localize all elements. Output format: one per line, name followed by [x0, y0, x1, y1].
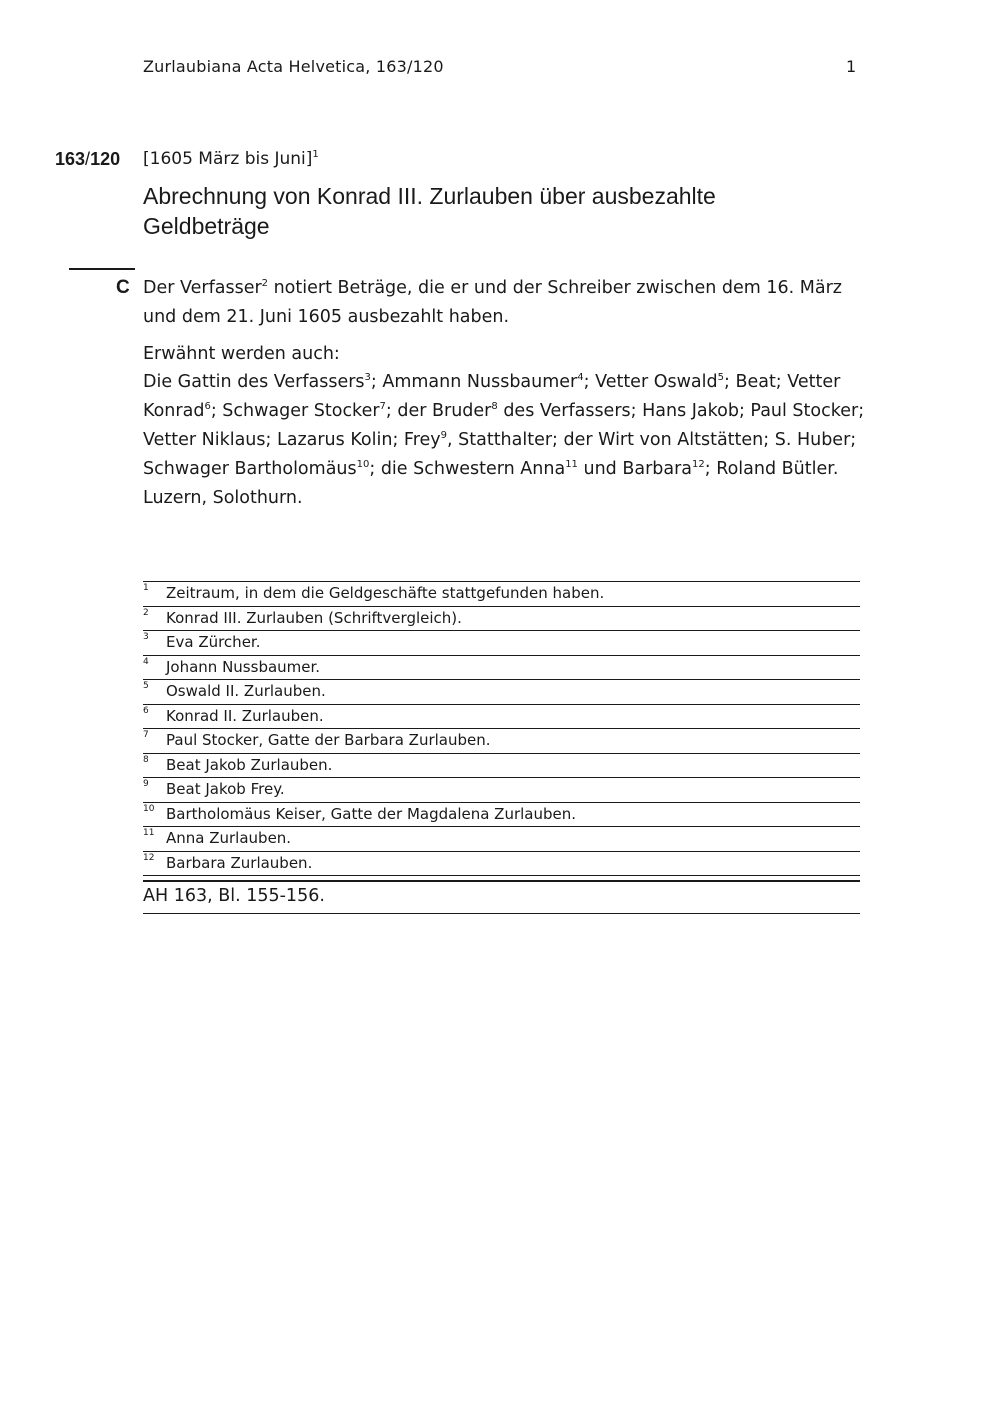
- summary: [143, 274, 868, 512]
- date-text: [1605 März bis Juni]: [143, 149, 313, 169]
- footnote-number: 8: [143, 754, 149, 765]
- footnote-item: [143, 754, 860, 779]
- footnote-item: [143, 827, 860, 852]
- section-letter: C: [116, 277, 130, 298]
- footnote-item: [143, 656, 860, 681]
- footnote-ref: 10: [356, 458, 370, 470]
- footnote-ref: 7: [379, 401, 386, 413]
- person-mention: ; Ammann Nussbaumer: [370, 372, 578, 393]
- person-mention: ; die Schwestern Anna: [369, 458, 566, 479]
- footnote-item: [143, 680, 860, 705]
- footnote-item: [143, 705, 860, 730]
- person-mention: , Statthalter; der Wirt von Altstätten; S. Huber; Schwager Bartholomäus: [143, 429, 857, 479]
- persons-list: [143, 368, 868, 483]
- document-number: [55, 149, 120, 170]
- footnote-item: [143, 803, 860, 828]
- footnote-text: Eva Zürcher.: [166, 633, 261, 651]
- footnote-number: 4: [143, 656, 149, 667]
- footnote-ref: 9: [440, 429, 448, 441]
- footnote-text: Barbara Zurlauben.: [166, 853, 313, 872]
- footnotes: [143, 581, 860, 876]
- summary-paragraph: [143, 274, 868, 332]
- footnote-number: 3: [143, 632, 149, 642]
- document-volume: 163: [55, 149, 86, 169]
- footnote-ref: 6: [204, 401, 211, 413]
- document-date: [143, 149, 319, 169]
- footnote-number: 7: [143, 730, 149, 740]
- person-mention: ; Schwager Stocker: [210, 401, 380, 422]
- footnote-text: Oswald II. Zurlauben.: [166, 682, 326, 700]
- footnote-item: [143, 631, 860, 656]
- footnote-ref: 12: [692, 458, 705, 470]
- footnote-text: Paul Stocker, Gatte der Barbara Zurlauben.: [166, 731, 491, 749]
- footnote-item: [143, 852, 860, 877]
- footnote-ref: 11: [565, 458, 578, 470]
- footnote-ref: 3: [364, 372, 371, 384]
- footnote-number: 1: [143, 583, 149, 593]
- footnote-number: 12: [143, 852, 155, 863]
- footnote-number: 6: [143, 705, 149, 716]
- footnote-text: Zeitraum, in dem die Geldgeschäfte stattgefunden haben.: [166, 584, 605, 602]
- footnote-number: 5: [143, 681, 149, 691]
- footnote-ref: 2: [261, 278, 269, 289]
- footnote-text: Konrad III. Zurlauben (Schriftvergleich).: [166, 608, 462, 627]
- person-mention: ; Roland Bütler.: [704, 458, 839, 479]
- person-mention: Die Gattin des Verfassers: [143, 372, 365, 393]
- person-mention: und Barbara: [577, 458, 693, 479]
- footnote-ref: 1: [312, 149, 319, 160]
- footnote-number: 2: [143, 607, 149, 618]
- footnote-number: 10: [143, 803, 155, 814]
- footnote-text: Beat Jakob Frey.: [166, 780, 285, 798]
- footnote-item: [143, 778, 860, 803]
- document-number-separator: /: [85, 149, 91, 169]
- person-mention: ; der Bruder: [385, 401, 492, 422]
- footnote-ref: 8: [491, 401, 498, 413]
- mentioned-intro: Erwähnt werden auch:: [143, 343, 340, 364]
- footnote-ref: 4: [577, 372, 584, 384]
- person-mention: ; Vetter Oswald: [583, 372, 718, 393]
- footnote-item: [143, 607, 860, 632]
- footnote-number: 11: [143, 828, 155, 838]
- footnote-text: Konrad II. Zurlauben.: [166, 706, 324, 725]
- summary-text: notiert Beträge, die er und der Schreiber zwischen dem 16. März und dem 21. Juni 1605 ausbezahlt haben.: [143, 278, 842, 327]
- source-text: AH 163, Bl. 155-156.: [143, 886, 325, 906]
- footnote-item: [143, 729, 860, 754]
- page-number: 1: [846, 57, 857, 76]
- source-reference: [143, 880, 860, 914]
- person-mention: ; Beat; Vetter Konrad: [143, 372, 841, 422]
- document-title: Abrechnung von Konrad III. Zurlauben über ausbezahlte Geldbeträge: [143, 183, 716, 239]
- document-item: 120: [90, 149, 121, 169]
- footnote-number: 9: [143, 779, 149, 789]
- person-mention: des Verfassers; Hans Jakob; Paul Stocker; Vetter Niklaus; Lazarus Kolin; Frey: [143, 401, 865, 450]
- title-divider: [69, 268, 135, 270]
- running-title: Zurlaubiana Acta Helvetica, 163/120: [143, 57, 444, 76]
- footnote-ref: 5: [717, 372, 724, 384]
- footnote-text: Bartholomäus Keiser, Gatte der Magdalena Zurlauben.: [166, 804, 577, 823]
- summary-text: Der Verfasser: [143, 278, 262, 298]
- footnote-item: [143, 582, 860, 607]
- footnote-text: Johann Nussbaumer.: [166, 657, 321, 676]
- footnote-text: Anna Zurlauben.: [166, 829, 292, 847]
- places-list: Luzern, Solothurn.: [143, 487, 303, 508]
- footnote-text: Beat Jakob Zurlauben.: [166, 755, 333, 774]
